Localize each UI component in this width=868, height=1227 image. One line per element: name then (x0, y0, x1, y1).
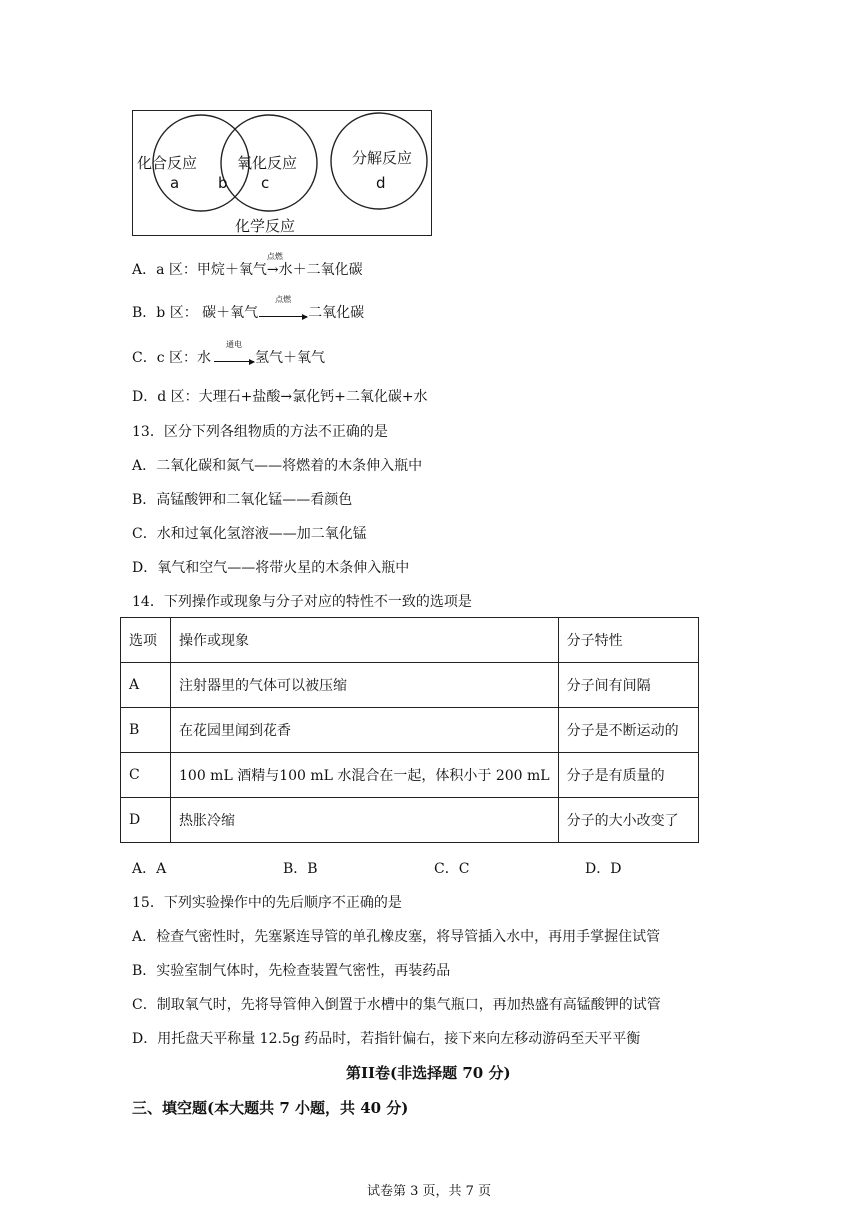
table-cell: C (121, 753, 171, 798)
reaction-arrow (258, 295, 308, 321)
reaction-arrow (213, 340, 255, 366)
table-cell: 分子是有质量的 (558, 753, 698, 798)
reaction-condition: 点燃 (275, 295, 292, 304)
q14-answer-c: C．C (434, 861, 470, 877)
table-cell: D (121, 798, 171, 843)
q13-option-c: C．水和过氧化氢溶液——加二氧化锰 (132, 526, 367, 542)
products: 二氧化碳 (308, 305, 365, 321)
q15-option-c: C．制取氧气时，先将导管伸入倒置于水槽中的集气瓶口，再加热盛有高锰酸钾的试管 (132, 997, 661, 1013)
table-cell: 注射器里的气体可以被压缩 (171, 663, 559, 708)
label-decomposition: 分解反应 (352, 149, 413, 167)
table-cell: 100 mL 酒精与100 mL 水混合在一起，体积小于 200 mL (171, 753, 559, 798)
reaction-condition: 通电 (226, 340, 243, 349)
table-header-cell: 操作或现象 (171, 618, 559, 663)
q12-option-c (132, 340, 326, 367)
q15-option-a: A．检查气密性时，先塞紧连导管的单孔橡皮塞，将导管插入水中，再用手掌握住试管 (132, 929, 661, 945)
option-prefix: C．c 区： (132, 350, 198, 366)
products: 水＋二氧化碳 (278, 262, 363, 278)
table-cell: 在花园里闻到花香 (171, 708, 559, 753)
q12-option-b (132, 295, 365, 322)
table-header-cell: 选项 (121, 618, 171, 663)
venn-diagram (132, 110, 432, 236)
q14-answer-a: A．A (132, 861, 167, 877)
reactants: 碳＋氧气 (202, 305, 259, 321)
q14-answer-d: D．D (585, 861, 622, 877)
table-row (121, 663, 699, 708)
products: 氢气＋氧气 (255, 350, 326, 366)
table-cell: 分子间有间隔 (558, 663, 698, 708)
label-oxidation: 氧化反应 (237, 154, 298, 172)
label-chemical-reaction: 化学反应 (235, 217, 296, 235)
q15-option-d: D．用托盘天平称量 12.5g 药品时，若指针偏右，接下来向左移动游码至天平平衡 (132, 1031, 641, 1047)
table-header-row (121, 618, 699, 663)
q14-answer-b: B．B (283, 861, 318, 877)
table-cell: 分子是不断运动的 (558, 708, 698, 753)
table-row (121, 708, 699, 753)
table-cell: 热胀冷缩 (171, 798, 559, 843)
label-a: a (170, 174, 180, 192)
table-cell: A (121, 663, 171, 708)
q14-stem: 14．下列操作或现象与分子对应的特性不一致的选项是 (132, 594, 472, 610)
table-cell: 分子的大小改变了 (558, 798, 698, 843)
page-footer: 试卷第 3 页，共 7 页 (367, 1184, 492, 1199)
q12-option-d: D．d 区：大理石+盐酸→氯化钙+二氧化碳+水 (132, 389, 428, 405)
q13-option-d: D．氧气和空气——将带火星的木条伸入瓶中 (132, 560, 410, 576)
reactants: 甲烷＋氧气 (196, 262, 267, 278)
q13-stem: 13．区分下列各组物质的方法不正确的是 (132, 424, 388, 440)
option-prefix: B．b 区： (132, 305, 198, 321)
q15-option-b: B．实验室制气体时，先检查装置气密性，再装药品 (132, 963, 451, 979)
label-combination: 化合反应 (137, 154, 198, 172)
table-cell: B (121, 708, 171, 753)
label-c: c (261, 174, 270, 192)
option-prefix: A．a 区： (132, 262, 197, 278)
q15-stem: 15．下列实验操作中的先后顺序不正确的是 (132, 895, 402, 911)
q12-option-a (132, 252, 363, 279)
label-b: b (218, 174, 228, 192)
reactants: 水 (197, 350, 212, 366)
q14-table (120, 617, 699, 843)
section-title: 第II卷(非选择题 70 分) (346, 1064, 511, 1082)
label-d: d (376, 174, 386, 192)
table-header-cell: 分子特性 (558, 618, 698, 663)
table-row (121, 753, 699, 798)
reaction-arrow: 点燃 → (266, 252, 283, 278)
table-row (121, 798, 699, 843)
section-heading: 三、填空题(本大题共 7 小题，共 40 分) (132, 1099, 409, 1117)
reaction-condition: 点燃 (266, 252, 283, 261)
q13-option-b: B．高锰酸钾和二氧化锰——看颜色 (132, 492, 353, 508)
q13-option-a: A．二氧化碳和氮气——将燃着的木条伸入瓶中 (132, 458, 423, 474)
